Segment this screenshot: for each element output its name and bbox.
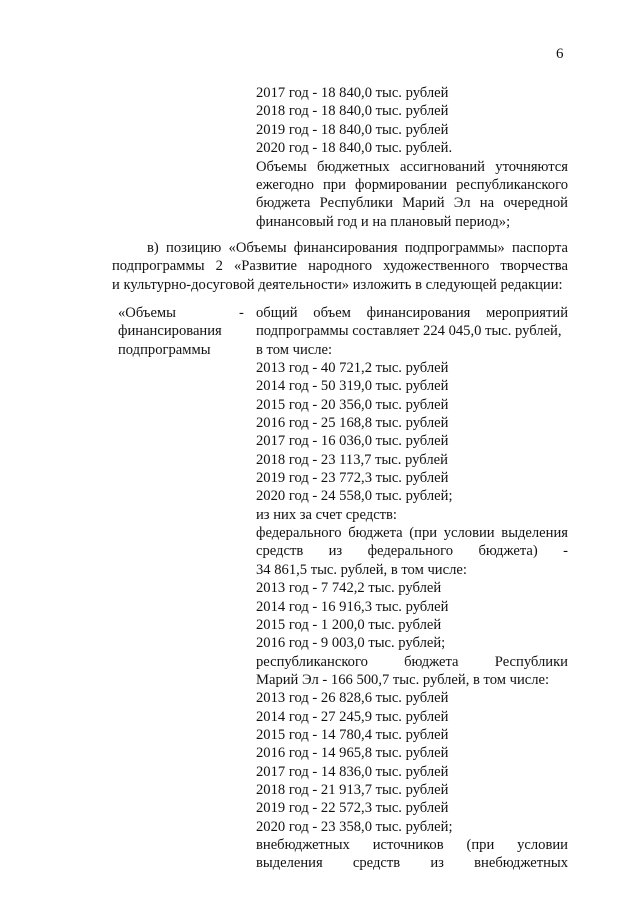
- content-line: 2013 год - 26 828,6 тыс. рублей: [256, 690, 449, 707]
- content-line: 2014 год - 16 916,3 тыс. рублей: [256, 598, 449, 615]
- content-line: 2020 год - 23 358,0 тыс. рублей;: [256, 818, 453, 835]
- label-line: подпрограммы: [118, 341, 211, 358]
- content-line: 2014 год - 50 319,0 тыс. рублей: [256, 378, 449, 395]
- funding-continuation-block: [256, 84, 568, 231]
- year-line: 2018 год - 18 840,0 тыс. рублей: [256, 103, 449, 120]
- content-line: 2017 год - 16 036,0 тыс. рублей: [256, 433, 449, 450]
- note-line: финансовый год и на плановый период»;: [256, 213, 511, 230]
- content-line: 2015 год - 1 200,0 тыс. рублей: [256, 616, 442, 633]
- content-line: 2018 год - 23 113,7 тыс. рублей: [256, 451, 448, 468]
- content-line: Марий Эл - 166 500,7 тыс. рублей, в том числе:: [256, 671, 550, 688]
- row-label: [118, 304, 238, 359]
- content-line: 2013 год - 40 721,2 тыс. рублей: [256, 360, 449, 377]
- content-line: республиканского бюджета Республики: [256, 653, 568, 670]
- paragraph-line: в) позицию «Объемы финансирования подпрограммы» паспорта: [147, 240, 568, 256]
- year-line: 2020 год - 18 840,0 тыс. рублей.: [256, 140, 453, 157]
- content-line: подпрограммы составляет 224 045,0 тыс. рублей,: [256, 323, 562, 340]
- page-number: 6: [556, 46, 564, 62]
- content-line: 2016 год - 9 003,0 тыс. рублей;: [256, 635, 446, 652]
- content-line: в том числе:: [256, 341, 333, 358]
- content-line: 2020 год - 24 558,0 тыс. рублей;: [256, 488, 453, 505]
- content-line: 34 861,5 тыс. рублей, в том числе:: [256, 561, 467, 578]
- content-line: 2014 год - 27 245,9 тыс. рублей: [256, 708, 449, 725]
- content-line: федерального бюджета (при условии выделения: [256, 525, 568, 542]
- note-line: ежегодно при формировании республиканского: [256, 177, 568, 194]
- content-line: 2019 год - 22 572,3 тыс. рублей: [256, 800, 449, 817]
- row-content: [256, 304, 568, 873]
- content-line: 2017 год - 14 836,0 тыс. рублей: [256, 763, 449, 780]
- row-dash: -: [239, 305, 244, 321]
- content-line: внебюджетных источников (при условии: [256, 836, 568, 853]
- note-line: Объемы бюджетных ассигнований уточняются: [256, 158, 568, 175]
- content-line: общий объем финансирования мероприятий: [256, 305, 568, 321]
- content-line: 2016 год - 25 168,8 тыс. рублей: [256, 415, 449, 432]
- note-line: бюджета Республики Марий Эл на очередной: [256, 195, 568, 212]
- paragraph-line: и культурно-досуговой деятельности» изложить в следующей редакции:: [112, 276, 563, 293]
- content-line: из них за счет средств:: [256, 506, 397, 523]
- year-line: 2017 год - 18 840,0 тыс. рублей: [256, 85, 449, 101]
- content-line: 2015 год - 14 780,4 тыс. рублей: [256, 726, 449, 743]
- label-line: «Объемы: [118, 305, 176, 321]
- content-line: 2019 год - 23 772,3 тыс. рублей: [256, 470, 449, 487]
- content-line: 2013 год - 7 742,2 тыс. рублей: [256, 580, 442, 597]
- content-line: выделения средств из внебюджетных: [256, 855, 568, 872]
- content-line: 2015 год - 20 356,0 тыс. рублей: [256, 396, 449, 413]
- paragraph-line: подпрограммы 2 «Развитие народного художественного творчества: [112, 258, 568, 275]
- amendment-paragraph: [112, 239, 568, 294]
- content-line: 2016 год - 14 965,8 тыс. рублей: [256, 745, 449, 762]
- label-line: финансирования: [118, 323, 222, 340]
- year-line: 2019 год - 18 840,0 тыс. рублей: [256, 121, 449, 138]
- content-line: 2018 год - 21 913,7 тыс. рублей: [256, 781, 449, 798]
- content-line: средств из федерального бюджета) -: [256, 543, 568, 560]
